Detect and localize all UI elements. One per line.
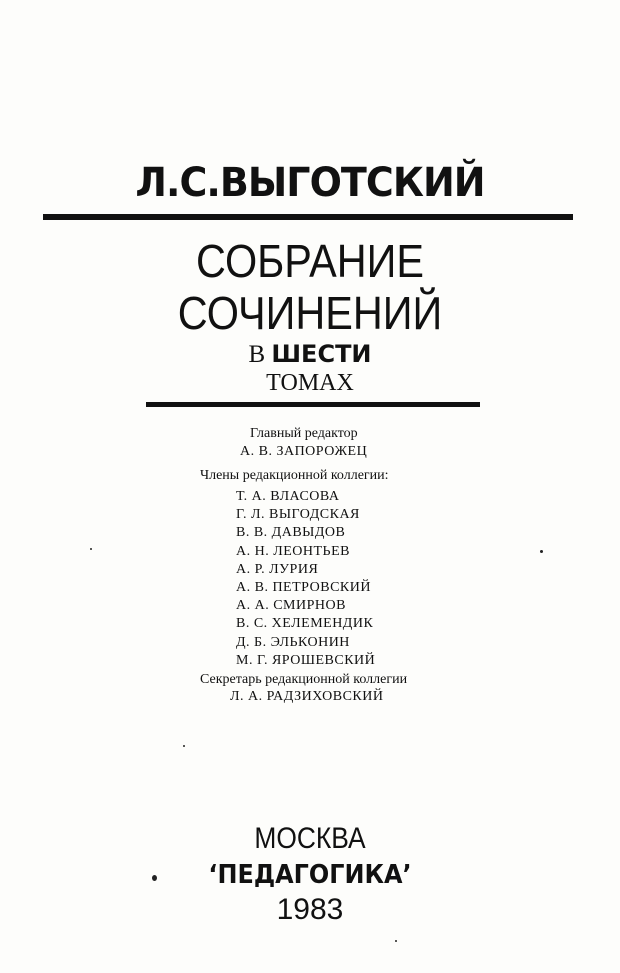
title-line-1: СОБРАНИЕ	[195, 235, 425, 287]
board-member: А. Н. ЛЕОНТЬЕВ	[236, 543, 350, 559]
author-name: Л.С.ВЫГОТСКИЙ	[135, 160, 485, 206]
top-rule	[43, 214, 573, 220]
secretary-label: Секретарь редакционной коллегии	[200, 672, 408, 687]
board-member: А. Р. ЛУРИЯ	[236, 561, 319, 577]
volumes-line	[0, 340, 620, 369]
editor-label: Главный редактор	[250, 426, 358, 441]
scan-speck	[540, 550, 543, 553]
board-members-list	[236, 488, 375, 670]
title-line-2: СОЧИНЕНИЙ	[177, 287, 443, 339]
board-member: Д. Б. ЭЛЬКОНИН	[236, 634, 350, 650]
volumes-suffix: ТОМАХ	[266, 370, 354, 396]
volumes-prefix: В	[248, 341, 266, 368]
board-member: Г. Л. ВЫГОДСКАЯ	[236, 507, 360, 523]
board-member: Т. А. ВЛАСОВА	[236, 489, 340, 504]
board-member: А. В. ПЕТРОВСКИЙ	[236, 580, 371, 596]
secretary-name: Л. А. РАДЗИХОВСКИЙ	[230, 689, 384, 704]
editor-name: А. В. ЗАПОРОЖЕЦ	[240, 444, 368, 459]
board-member: А. А. СМИРНОВ	[236, 598, 346, 614]
imprint-year: 1983	[276, 893, 344, 926]
board-member: М. Г. ЯРОШЕВСКИЙ	[236, 652, 376, 668]
scan-speck	[90, 548, 92, 550]
board-label: Члены редакционной коллегии:	[200, 468, 389, 483]
imprint-publisher: ‘ПЕДАГОГИКА’	[208, 860, 412, 890]
imprint-city: МОСКВА	[254, 822, 366, 855]
board-member: В. В. ДАВЫДОВ	[236, 525, 346, 541]
scan-speck	[183, 745, 185, 747]
middle-rule	[146, 402, 480, 407]
volumes-word: ШЕСТИ	[271, 340, 372, 368]
scan-speck	[395, 940, 397, 942]
board-member: В. С. ХЕЛЕМЕНДИК	[236, 616, 374, 632]
